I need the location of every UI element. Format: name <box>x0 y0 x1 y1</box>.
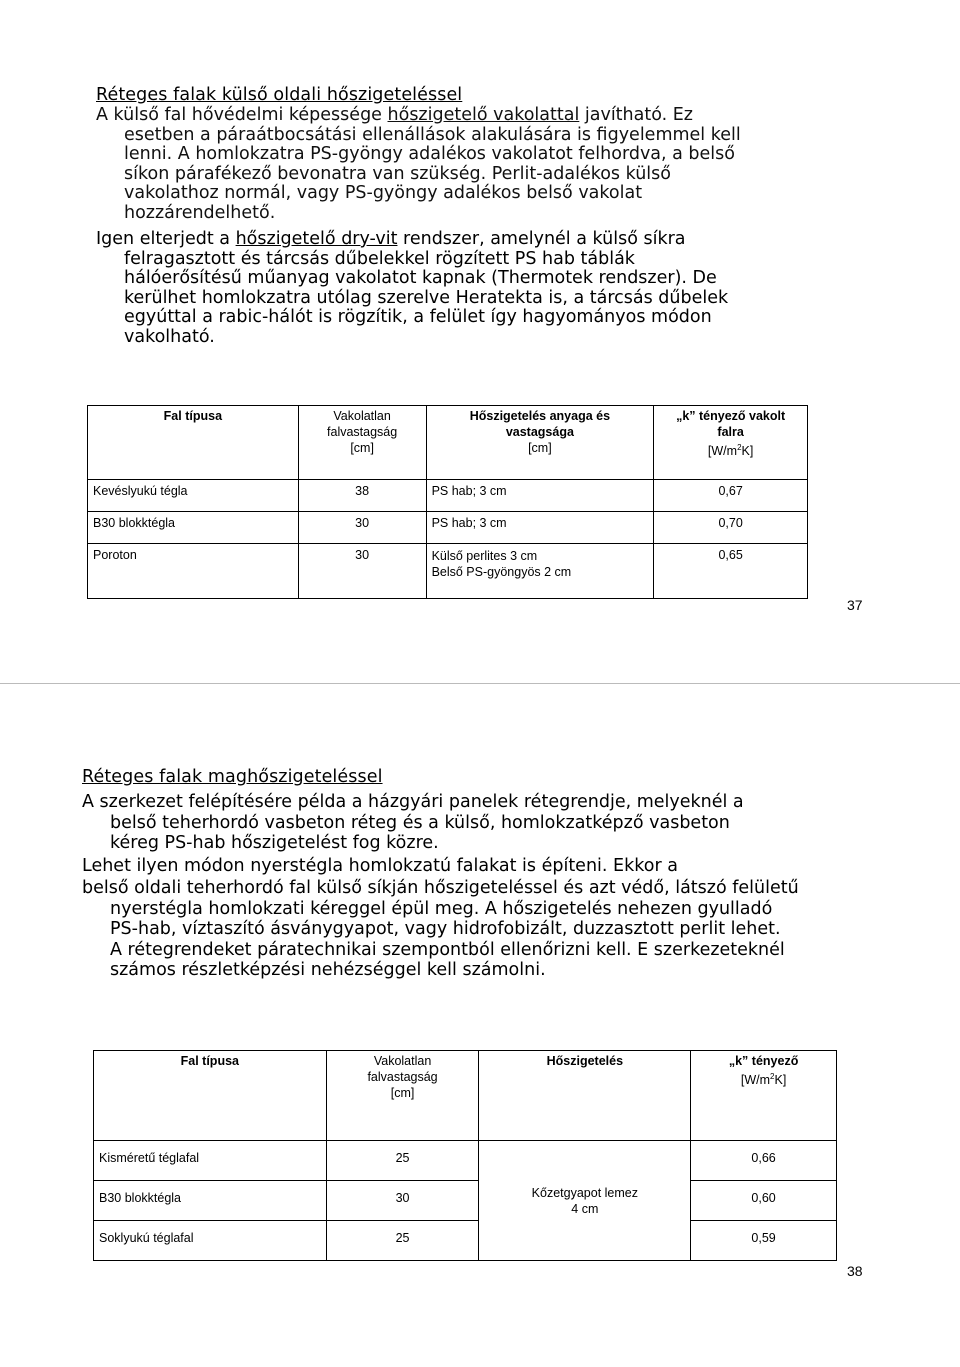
paragraph-plaster <box>96 106 741 223</box>
cell-wall-type: Poroton <box>88 544 299 599</box>
slide-title: Réteges falak külső oldali hőszigeteléssel <box>96 85 463 105</box>
slide-title: Réteges falak maghőszigeteléssel <box>82 767 383 787</box>
page-number: 37 <box>847 597 863 613</box>
text-line: PS-hab, víztaszító ásványgyapot, vagy hidrofobizált, duzzasztott perlit lehet. <box>110 919 781 939</box>
header-insulation: Hőszigetelés anyaga és vastagsága [cm] <box>426 406 654 480</box>
table-header-row <box>88 406 808 480</box>
table-row <box>88 544 808 599</box>
text-line: A szerkezet felépítésére példa a házgyári panelek rétegrendje, melyeknél a <box>82 792 744 812</box>
header-insulation: Hőszigetelés <box>479 1051 691 1141</box>
text-line: belső oldali teherhordó fal külső síkján hőszigeteléssel és azt védő, látszó felületű <box>82 878 799 898</box>
text-line: egyúttal a rabic-hálót is rögzítik, a felület így hagyományos módon <box>124 307 712 327</box>
cell-thickness: 38 <box>298 480 426 512</box>
text-line: hozzárendelhető. <box>124 202 276 223</box>
cell-k-value: 0,65 <box>654 544 808 599</box>
text-line: síkon párafékező bevonatra van szükség. Perlit-adalékos külső <box>124 163 671 184</box>
table-row <box>94 1181 837 1221</box>
table-header-row <box>94 1051 837 1141</box>
link-dryvit[interactable]: hőszigetelő dry-vit <box>235 229 398 249</box>
text-line: belső teherhordó vasbeton réteg és a külső, homlokzatképző vasbeton <box>110 812 730 833</box>
link-insulating-plaster[interactable]: hőszigetelő vakolattal <box>387 105 580 125</box>
text-line: Lehet ilyen módon nyerstégla homlokzatú falakat is építeni. Ekkor a <box>82 855 678 876</box>
cell-k-value: 0,70 <box>654 512 808 544</box>
text-line: Igen elterjedt a hőszigetelő dry-vit rendszer, amelynél a külső síkra <box>96 229 686 249</box>
cell-wall-type: Kisméretű téglafal <box>94 1141 327 1181</box>
cell-k-value: 0,60 <box>691 1181 837 1221</box>
cell-k-value: 0,67 <box>654 480 808 512</box>
cell-thickness: 30 <box>326 1181 479 1221</box>
header-k-value: „k” tényező $[W/m^2K]$ <box>691 1051 837 1141</box>
cell-wall-type: B30 blokktégla <box>88 512 299 544</box>
table-row <box>88 512 808 544</box>
cell-thickness: 25 <box>326 1141 479 1181</box>
slide-38 <box>0 684 960 1367</box>
cell-wall-type: B30 blokktégla <box>94 1181 327 1221</box>
header-thickness: Vakolatlan falvastagság [cm] <box>298 406 426 480</box>
text-line: kerülhet homlokzatra utólag szerelve Heratekta is, a tárcsás dűbelek <box>124 287 729 308</box>
header-wall-type: Fal típusa <box>94 1051 327 1141</box>
paragraph-dryvit <box>96 230 728 347</box>
cell-k-value: 0,59 <box>691 1221 837 1261</box>
page-number: 38 <box>847 1263 863 1279</box>
text-line: számos részletképzési nehézséggel kell számolni. <box>110 960 546 980</box>
paragraph-core-insulation <box>82 792 799 981</box>
text-line: A külső fal hővédelmi képessége hőszigetelő vakolattal javítható. Ez <box>96 105 693 125</box>
cell-wall-type: Kevéslyukú tégla <box>88 480 299 512</box>
table-row <box>88 480 808 512</box>
table-row <box>94 1221 837 1261</box>
text-line: nyerstégla homlokzati kéreggel épül meg. A hőszigetelés nehezen gyulladó <box>110 898 773 919</box>
slide-37 <box>0 0 960 683</box>
cell-thickness: 30 <box>298 544 426 599</box>
header-wall-type: Fal típusa <box>88 406 299 480</box>
cell-insulation: PS hab; 3 cm <box>426 512 654 544</box>
k-value-table-external <box>87 405 808 599</box>
cell-thickness: 30 <box>298 512 426 544</box>
header-thickness: Vakolatlan falvastagság [cm] <box>326 1051 479 1141</box>
text-line: kéreg PS-hab hőszigetelést fog közre. <box>110 833 439 853</box>
cell-thickness: 25 <box>326 1221 479 1261</box>
cell-insulation: PS hab; 3 cm <box>426 480 654 512</box>
text-line: A rétegrendeket páratechnikai szempontból ellenőrizni kell. E szerkezeteknél <box>110 939 785 960</box>
text-line: vakolathoz normál, vagy PS-gyöngy adalékos belső vakolat <box>124 183 643 203</box>
cell-k-value: 0,66 <box>691 1141 837 1181</box>
table-row <box>94 1141 837 1181</box>
cell-insulation: Külső perlites 3 cm Belső PS-gyöngyös 2 cm <box>426 544 654 599</box>
text-line: esetben a páraátbocsátási ellenállások alakulására is figyelemmel kell <box>124 124 741 145</box>
text-line: felragasztott és tárcsás dűbelekkel rögzített PS hab táblák <box>124 248 635 269</box>
cell-wall-type: Soklyukú téglafal <box>94 1221 327 1261</box>
cell-insulation-merged: Kőzetgyapot lemez 4 cm <box>479 1141 691 1261</box>
text-line: vakolható. <box>124 326 215 347</box>
text-line: lenni. A homlokzatra PS-gyöngy adalékos vakolatot felhordva, a belső <box>124 144 735 164</box>
k-value-table-core <box>93 1050 837 1261</box>
header-k-value: „k” tényező vakolt falra $[W/m^2K]$ <box>654 406 808 480</box>
text-line: hálóerősítésű műanyag vakolatot kapnak (Thermotek rendszer). De <box>124 268 717 288</box>
